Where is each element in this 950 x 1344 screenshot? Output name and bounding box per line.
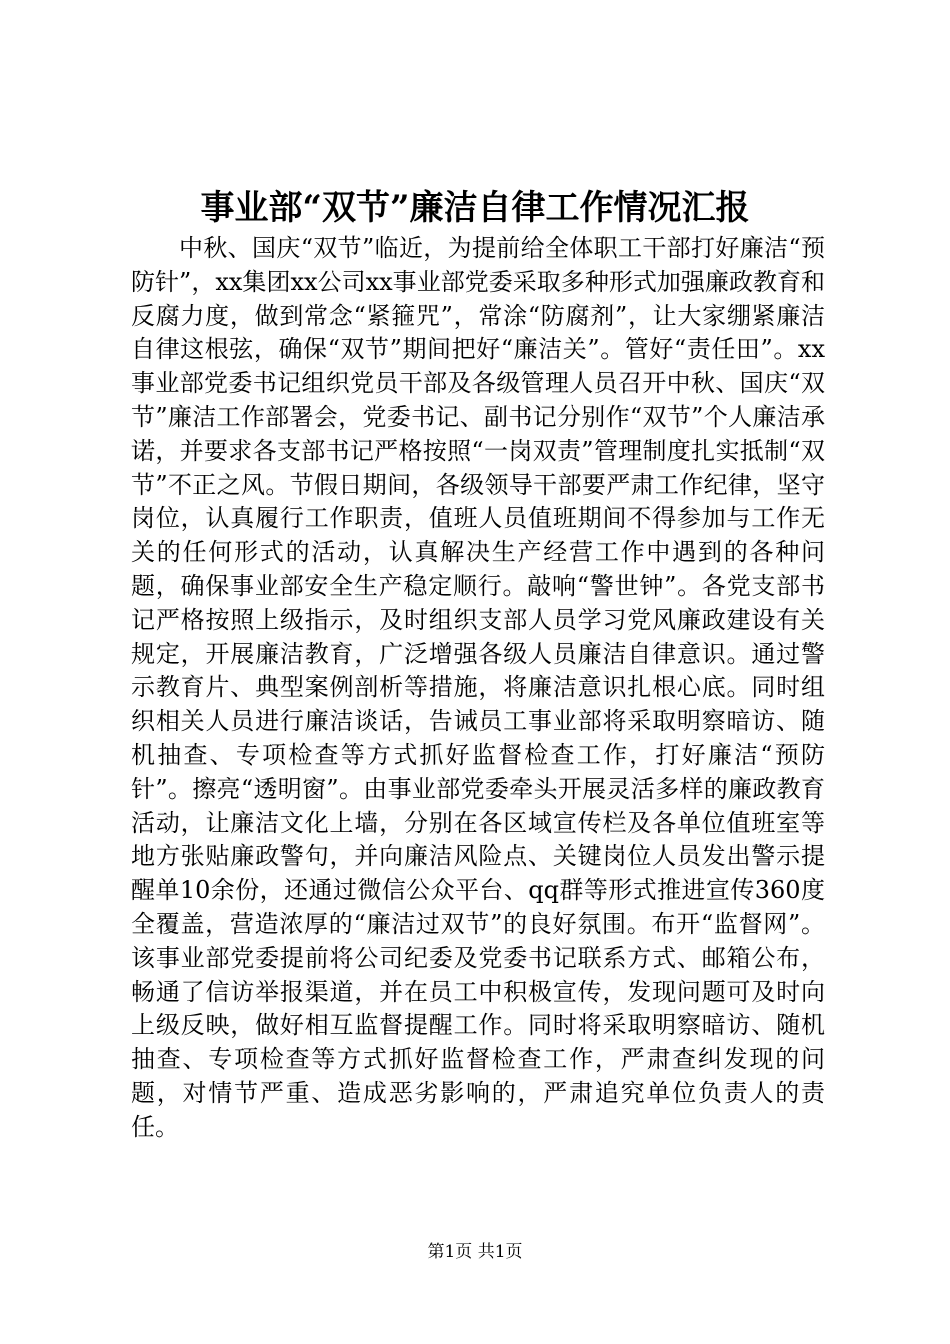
page-footer: 第1页 共1页 [427, 1242, 523, 1262]
document-body-paragraph: 中秋、国庆“双节”临近，为提前给全体职工干部打好廉洁“预防针”，xx集团xx公司xx事业部党委采取多种形式加强廉政教育和反腐力度，做到常念“紧箍咒”，常涂“防腐剂”，让大家绷紧廉洁自律这根弦，确保“双节”期间把好“廉洁关”。管好“责任田”。xx事业部党委书记组织党员干部及各级管理人员召开中秋、国庆“双节”廉洁工作部署会，党委书记、副书记分别作“双节”个人廉洁承诺，并要求各支部书记严格按照“一岗双责”管理制度扎实抵制“双节”不正之风。节假日期间，各级领导干部要严肃工作纪律，坚守岗位，认真履行工作职责，值班人员值班期间不得参加与工作无关的任何形式的活动，认真解决生产经营工作中遇到的各种问题，确保事业部安全生产稳定顺行。敲响“警世钟”。各党支部书记严格按照上级指示，及时组织支部人员学习党风廉政建设有关规定，开展廉洁教育，广泛增强各级人员廉洁自律意识。通过警示教育片、典型案例剖析等措施，将廉洁意识扎根心底。同时组织相关人员进行廉洁谈话，告诫员工事业部将采取明察暗访、随机抽查、专项检查等方式抓好监督检查工作，打好廉洁“预防针”。擦亮“透明窗”。由事业部党委牵头开展灵活多样的廉政教育活动，让廉洁文化上墙，分别在各区域宣传栏及各单位值班室等地方张贴廉政警句，并向廉洁风险点、关键岗位人员发出警示提醒单10余份，还通过微信公众平台、qq群等形式推进宣传360度全覆盖，营造浓厚的“廉洁过双节”的良好氛围。布开“监督网”。该事业部党委提前将公司纪委及党委书记联系方式、邮箱公布，畅通了信访举报渠道，并在员工中积极宣传，发现问题可及时向上级反映，做好相互监督提醒工作。同时将采取明察暗访、随机抽查、专项检查等方式抓好监督检查工作，严肃查纠发现的问题，对情节严重、造成恶劣影响的，严肃追究单位负责人的责任。 [131, 234, 825, 1141]
document-title: 事业部“双节”廉洁自律工作情况汇报 [200, 188, 750, 228]
